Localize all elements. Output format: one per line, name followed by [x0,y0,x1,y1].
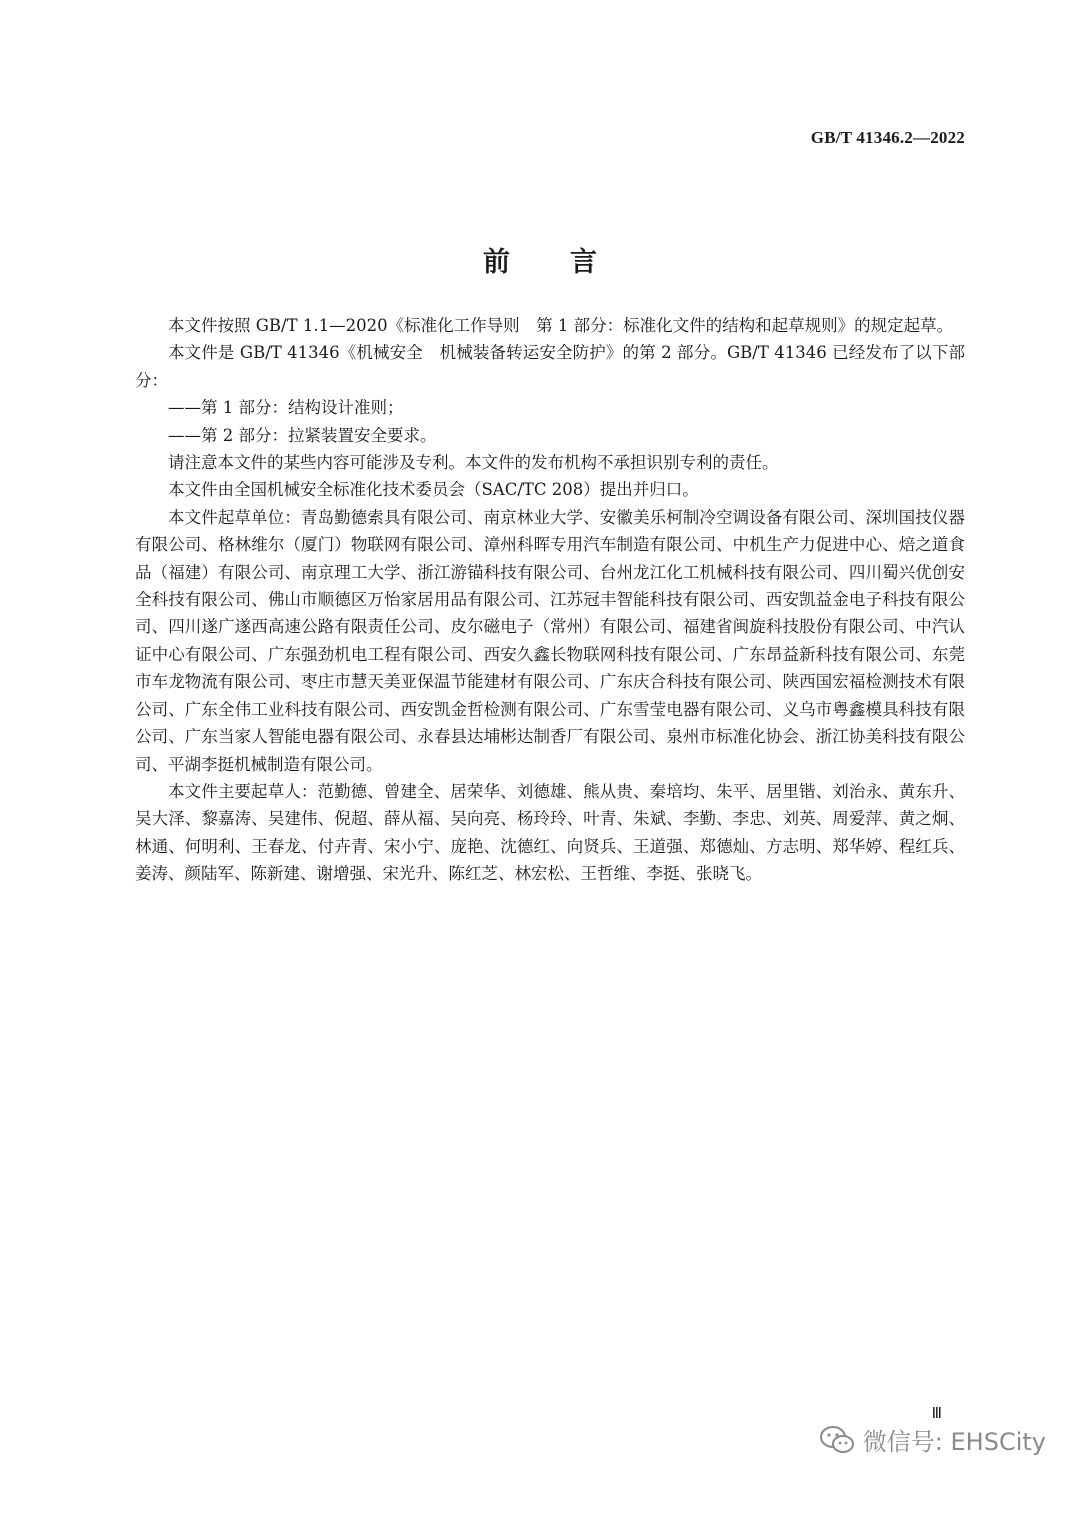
page-number: Ⅲ [931,1406,942,1422]
page-title: 前言 [483,247,657,279]
paragraph-series-info: 本文件是 GB/T 41346《机械安全 机械装备转运安全防护》的第 2 部分。GB/T 41346 已经发布了以下部分： [135,343,965,390]
standard-code: GB/T 41346.2—2022 [810,128,965,147]
paragraph-committee: 本文件由全国机械安全标准化技术委员会（SAC/TC 208）提出并归口。 [168,480,699,500]
wechat-icon [819,1425,855,1455]
list-item-part-1: ——第 1 部分：结构设计准则； [168,398,404,418]
paragraph-patent-notice: 请注意本文件的某些内容可能涉及专利。本文件的发布机构不承担识别专利的责任。 [168,453,779,473]
list-item-part-2: ——第 2 部分：拉紧装置安全要求。 [168,425,437,445]
watermark [819,1422,1046,1457]
paragraph-drafting-rules: 本文件按照 GB/T 1.1—2020《标准化工作导则 第 1 部分：标准化文件的结构和起草规则》的规定起草。 [168,316,954,335]
foreword-body [135,312,965,888]
paragraph-drafting-units: 本文件起草单位：青岛勤德索具有限公司、南京林业大学、安徽美乐柯制冷空调设备有限公司、深圳国技仪器有限公司、格林维尔（厦门）物联网有限公司、漳州科晖专用汽车制造有限公司、中机生产力促进中心、焙之道食品（福建）有限公司、南京理工大学、浙江游锚科技有限公司、台州龙江化工机械科技有限公司、四川蜀兴优创安全科技有限公司、佛山市顺德区万怡家居用品有限公司、江苏冠丰智能科技有限公司、西安凯益金电子科技有限公司、四川遂广遂西高速公路有限责任公司、皮尔磁电子（常州）有限公司、福建省闽旋科技股份有限公司、中汽认证中心有限公司、广东强劲机电工程有限公司、西安久鑫长物联网科技有限公司、广东昂益新科技有限公司、东莞市车龙物流有限公司、枣庄市慧天美亚保温节能建材有限公司、广东庆合科技有限公司、陕西国宏福检测技术有限公司、广东全伟工业科技有限公司、西安凯金哲检测有限公司、广东雪莹电器有限公司、义乌市粤鑫模具科技有限公司、广东当家人智能电器有限公司、永春县达埔彬达制香厂有限公司、泉州市标准化协会、浙江协美科技有限公司、平湖李挺机械制造有限公司。 [135,507,965,774]
watermark-text: 微信号: EHSCity [862,1428,1046,1456]
paragraph-drafters: 本文件主要起草人：范勤德、曾建全、居荣华、刘德雄、熊从贵、秦培均、朱平、居里锴、刘治永、黄东升、吴大泽、黎嘉涛、吴建伟、倪超、薛从福、吴向亮、杨玲玲、叶青、朱斌、李勤、李忠、刘英、周爱萍、黄之炯、林通、何明利、王春龙、付卉青、宋小宁、庞艳、沈德红、向贤兵、王道强、郑德灿、方志明、郑华婷、程红兵、姜涛、颜陆军、陈新建、谢增强、宋光升、陈红芝、林宏松、王哲维、李挺、张晓飞。 [135,781,965,884]
